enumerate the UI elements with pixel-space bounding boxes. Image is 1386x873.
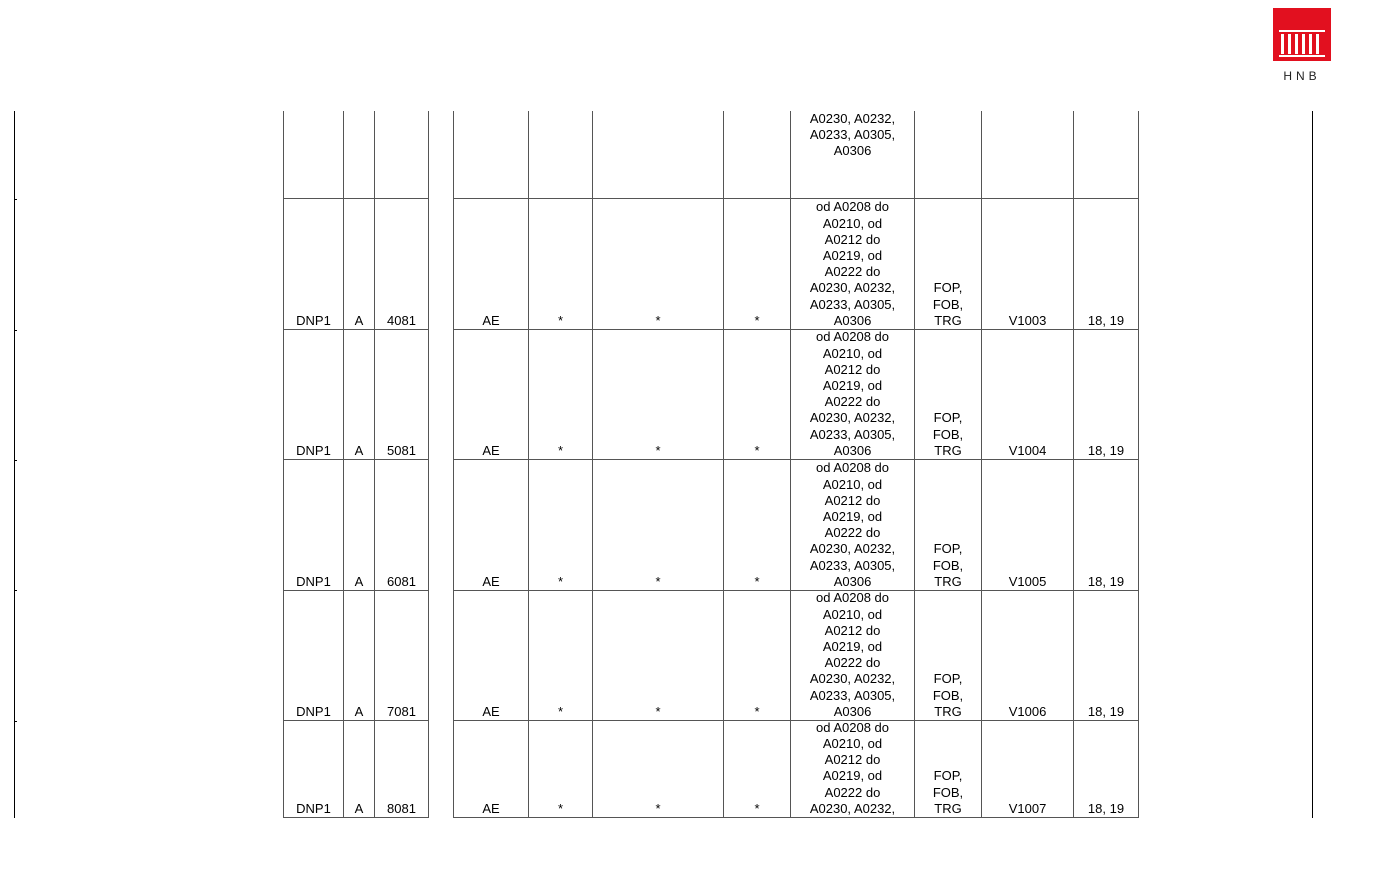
data-table <box>283 111 1139 818</box>
table-gap <box>429 591 453 721</box>
table-cell: * <box>724 330 791 460</box>
table-cell: * <box>593 591 724 721</box>
table-cell: V1004 <box>982 330 1074 460</box>
table-cell: * <box>593 721 724 818</box>
table-cell <box>593 111 724 199</box>
table-row <box>283 330 1139 460</box>
table-cell <box>375 111 429 199</box>
table-cell: V1005 <box>982 460 1074 591</box>
table-cell: 6081 <box>375 460 429 591</box>
row-tick <box>14 199 17 200</box>
table-cell: * <box>529 591 593 721</box>
hnb-logo <box>1273 8 1331 88</box>
table-cell <box>915 111 982 199</box>
table-cell: od A0208 do A0210, od A0212 do A0219, od A0222 do A0230, A0232, A0233, A0305, A0306 <box>791 591 915 721</box>
table-cell: DNP1 <box>283 199 344 330</box>
page-border-right <box>1312 111 1313 818</box>
table-cell: A <box>344 460 375 591</box>
table-cell <box>529 111 593 199</box>
table-cell <box>453 111 529 199</box>
table-cell: A <box>344 330 375 460</box>
table-cell: od A0208 do A0210, od A0212 do A0219, od A0222 do A0230, A0232, A0233, A0305, A0306 <box>791 330 915 460</box>
logo-text: HNB <box>1283 69 1321 83</box>
building-columns-icon <box>1273 8 1331 61</box>
table-row <box>283 199 1139 330</box>
table-cell: od A0208 do A0210, od A0212 do A0219, od A0222 do A0230, A0232, A0233, A0305, A0306 <box>791 460 915 591</box>
table-cell: 18, 19 <box>1074 330 1139 460</box>
table-gap <box>429 111 453 199</box>
table-cell: AE <box>453 591 529 721</box>
table-cell: A <box>344 199 375 330</box>
table-cell: 18, 19 <box>1074 199 1139 330</box>
table-cell: AE <box>453 721 529 818</box>
table-cell: * <box>593 460 724 591</box>
table-gap <box>429 721 453 818</box>
table-cell: od A0208 do A0210, od A0212 do A0219, od A0222 do A0230, A0232, <box>791 721 915 818</box>
table-cell: FOP, FOB, TRG <box>915 721 982 818</box>
table-cell: V1003 <box>982 199 1074 330</box>
table-cell: * <box>529 330 593 460</box>
table-cell: V1007 <box>982 721 1074 818</box>
table-cell: od A0208 do A0210, od A0212 do A0219, od A0222 do A0230, A0232, A0233, A0305, A0306 <box>791 199 915 330</box>
table-gap <box>429 460 453 591</box>
table-cell: FOP, FOB, TRG <box>915 591 982 721</box>
table-cell: * <box>593 199 724 330</box>
row-tick <box>14 330 17 331</box>
hnb-logo-mark <box>1273 8 1331 61</box>
table-row <box>283 460 1139 591</box>
table-cell: * <box>724 460 791 591</box>
table-cell: DNP1 <box>283 330 344 460</box>
table-cell: FOP, FOB, TRG <box>915 330 982 460</box>
table-cell: DNP1 <box>283 591 344 721</box>
table-cell <box>982 111 1074 199</box>
table-cell: DNP1 <box>283 460 344 591</box>
table-gap <box>429 199 453 330</box>
table-cell: 7081 <box>375 591 429 721</box>
table-cell <box>283 111 344 199</box>
table-cell: FOP, FOB, TRG <box>915 199 982 330</box>
table-gap <box>429 330 453 460</box>
table-cell: FOP, FOB, TRG <box>915 460 982 591</box>
table-cell: * <box>724 721 791 818</box>
table-cell: 18, 19 <box>1074 460 1139 591</box>
table-cell: 4081 <box>375 199 429 330</box>
table-row <box>283 721 1139 818</box>
table-cell: 8081 <box>375 721 429 818</box>
table-cell: A0230, A0232, A0233, A0305, A0306 <box>791 111 915 199</box>
table-cell: * <box>529 460 593 591</box>
table-cell: * <box>724 199 791 330</box>
table-cell: AE <box>453 330 529 460</box>
table-cell: * <box>724 591 791 721</box>
table-cell: A <box>344 591 375 721</box>
table-row <box>283 591 1139 721</box>
table-cell: A <box>344 721 375 818</box>
table-cell <box>344 111 375 199</box>
row-tick <box>14 721 17 722</box>
table-cell <box>1074 111 1139 199</box>
table-cell: 18, 19 <box>1074 591 1139 721</box>
table-cell: 18, 19 <box>1074 721 1139 818</box>
table-row <box>283 111 1139 199</box>
table-cell: 5081 <box>375 330 429 460</box>
page-border-left <box>14 111 15 818</box>
table-cell: * <box>529 199 593 330</box>
row-tick <box>14 460 17 461</box>
table-cell: DNP1 <box>283 721 344 818</box>
table-cell: AE <box>453 460 529 591</box>
table-cell: * <box>593 330 724 460</box>
table-cell: AE <box>453 199 529 330</box>
table-cell: V1006 <box>982 591 1074 721</box>
table-cell: * <box>529 721 593 818</box>
table-cell <box>724 111 791 199</box>
row-tick <box>14 590 17 591</box>
